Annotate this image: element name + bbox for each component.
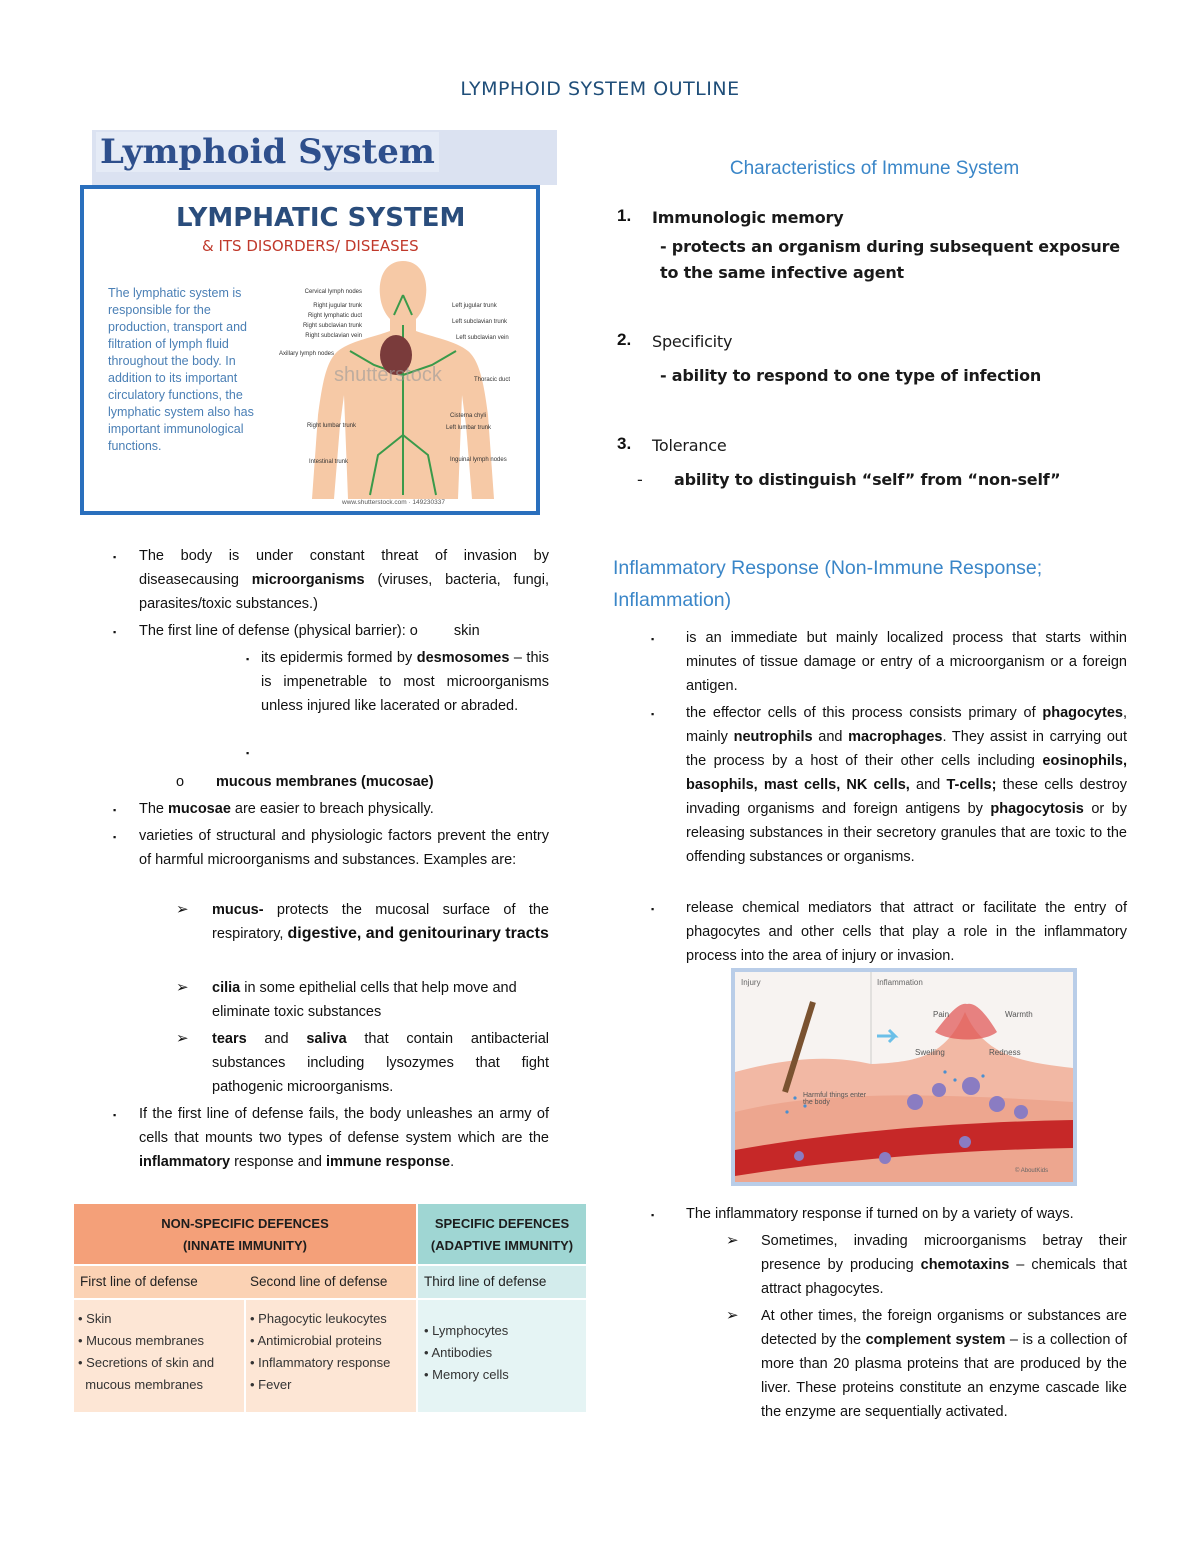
infl-bullet-mediators: release chemical mediators that attract or facilitate the entry of phagocytes and other cells that play a role in the inflammatory process into the area of injury or invasion. (686, 900, 1127, 964)
item-title-tolerance: Tolerance (652, 436, 727, 455)
infl-bullet-effector: the effector cells of this process consists primary of phagocytes, mainly neutrophils and macrophages. They assist in carrying out the process by a host of their other cells including eosinophils, basophils, mast cells, NK cells, and T-cells; these cells destroy invading organisms and foreign antigens by phagocytosis or by releasing substances in their secretory granules that are toxic to the offending substances or organisms. (686, 705, 1128, 865)
section-title: Lymphoid System (96, 132, 439, 172)
item-dash: - (637, 470, 643, 489)
item-number: 1. (617, 206, 632, 225)
label-left-lumbar-trunk: Left lumbar trunk (446, 425, 492, 431)
mucous-membranes: mucous membranes (mucosae) (216, 774, 434, 790)
bullet-marker: ▪ (651, 1210, 655, 1220)
figure-credit: www.shutterstock.com · 149230337 (342, 499, 445, 506)
bullet-marker: ▪ (246, 748, 250, 758)
first-line-cell (74, 1300, 244, 1412)
figure-heading: LYMPHATIC SYSTEM (176, 203, 466, 233)
bullet-threat: The body is under constant threat of invasion by diseasecausing microorganisms (viruses, bacteria, fungi, parasites/toxic substances.) (139, 548, 549, 612)
list-item: • Lymphocytes (424, 1323, 509, 1338)
bullet-first-line: The first line of defense (physical barrier): o skin (139, 623, 480, 639)
label-left-subclavian-trunk: Left subclavian trunk (452, 319, 508, 325)
item-desc-memory: - protects an organism during subsequent exposure to the same infective agent (660, 237, 1120, 282)
response-chemotaxins: Sometimes, invading microorganisms betray their presence by producing chemotaxins – chemicals that attract phagocytes. (761, 1233, 1127, 1297)
figure-credit: © AboutKids (1015, 1168, 1049, 1174)
example-cilia: cilia in some epithelial cells that help move and eliminate toxic substances (212, 980, 517, 1020)
inflammation-illustration (735, 972, 1073, 1182)
response-bullet: The inflammatory response if turned on by a variety of ways. (686, 1206, 1074, 1222)
watermark-text: shutterstock (334, 364, 442, 386)
bullet-marker: ▪ (113, 1110, 117, 1120)
list-item: • Memory cells (424, 1367, 509, 1382)
item-number: 3. (617, 434, 632, 453)
label-intestinal-trunk: Intestinal trunk (308, 459, 348, 465)
arrow-marker: ➢ (176, 1030, 189, 1047)
nonspecific-header-line1: NON-SPECIFIC DEFENCES (161, 1216, 329, 1231)
second-line-cell (246, 1300, 416, 1412)
arrow-marker: ➢ (726, 1232, 739, 1249)
specific-header-line2: (ADAPTIVE IMMUNITY) (430, 1238, 574, 1253)
label-left-jugular-trunk: Left jugular trunk (452, 303, 497, 309)
label-cervical-lymph-nodes: Cervical lymph nodes (304, 289, 362, 295)
arrow-marker: ➢ (176, 979, 189, 996)
label-harmful-things: Harmful things enter the body (803, 1092, 867, 1106)
label-inguinal-lymph-nodes: Inguinal lymph nodes (450, 457, 507, 463)
label-right-jugular-trunk: Right jugular trunk (313, 303, 362, 309)
label-inflammation: Inflammation (877, 978, 923, 987)
list-item: • Antimicrobial proteins (250, 1333, 382, 1348)
label-right-subclavian-trunk: Right subclavian trunk (302, 323, 362, 329)
inflammatory-title: Inflammatory Response (Non-Immune Response; Inflammation) (613, 557, 1043, 611)
label-axillary-lymph-nodes: Axillary lymph nodes (278, 351, 334, 357)
arrow-marker: ➢ (176, 901, 189, 918)
label-warmth: Warmth (1005, 1010, 1033, 1019)
list-item: • Secretions of skin and (78, 1355, 215, 1370)
label-pain: Pain (933, 1010, 950, 1019)
bullet-varieties: varieties of structural and physiologic factors prevent the entry of harmful microorganisms and substances. Examples are: (139, 828, 549, 868)
bullet-marker: ▪ (113, 832, 117, 842)
item-number: 2. (617, 330, 632, 349)
example-mucus: mucus- protects the mucosal surface of the respiratory, digestive, and genitourinary tracts (212, 902, 549, 942)
figure-subheading: & ITS DISORDERS/ DISEASES (202, 237, 419, 255)
bullet-marker: ▪ (651, 709, 655, 719)
col-second-line: Second line of defense (244, 1266, 416, 1298)
bullet-marker: ▪ (113, 627, 117, 637)
col-third-line: Third line of defense (418, 1266, 586, 1298)
item-title-memory: Immunologic memory (652, 208, 844, 227)
example-tears-saliva: tears and saliva that contain antibacterial substances including lysozymes that fight pathogenic microorganisms. (212, 1031, 550, 1095)
list-item: • Skin (78, 1311, 112, 1326)
o-marker: o (176, 774, 185, 790)
bullet-mucosae: The mucosae are easier to breach physically. (139, 801, 434, 817)
label-left-subclavian-vein: Left subclavian vein (456, 335, 509, 341)
nonspecific-header-line2: (INNATE IMMUNITY) (183, 1238, 307, 1253)
label-right-lumbar-trunk: Right lumbar trunk (306, 423, 356, 429)
label-redness: Redness (989, 1048, 1021, 1057)
bullet-marker: ▪ (651, 904, 655, 914)
lymphatic-system-figure (80, 185, 540, 515)
list-item: • Antibodies (424, 1345, 493, 1360)
arrow-marker: ➢ (726, 1307, 739, 1324)
response-complement: At other times, the foreign organisms or substances are detected by the complement system – is a collection of more than 20 plasma proteins that are produced by the liver. These proteins constitute an enzyme cascade like the enzyme are sequentially activated. (761, 1308, 1127, 1420)
bullet-marker: ▪ (651, 634, 655, 644)
bullet-first-line-fails: If the first line of defense fails, the body unleashes an army of cells that mounts two types of defense system which are the inflammatory response and immune response. (139, 1106, 549, 1170)
bullet-marker: ▪ (246, 654, 250, 664)
list-item: mucous membranes (85, 1377, 204, 1392)
label-swelling: Swelling (915, 1048, 945, 1057)
infl-bullet-immediate: is an immediate but mainly localized process that starts within minutes of tissue damage or entry of a microorganism or a foreign antigen. (686, 630, 1127, 694)
col-first-line: First line of defense (74, 1266, 244, 1298)
label-cisterna-chyli: Cisterna chyli (450, 413, 487, 419)
defences-table (74, 1204, 586, 1412)
page-title: LYMPHOID SYSTEM OUTLINE (460, 78, 740, 100)
list-item: • Mucous membranes (78, 1333, 204, 1348)
label-right-subclavian-vein: Right subclavian vein (305, 333, 362, 339)
bullet-marker: ▪ (113, 805, 117, 815)
specific-header-line1: SPECIFIC DEFENCES (434, 1216, 570, 1231)
inflammation-figure (731, 968, 1077, 1186)
item-desc-tolerance: ability to distinguish “self” from “non-self” (674, 470, 1061, 489)
third-line-cell (418, 1300, 586, 1412)
bullet-marker: ▪ (113, 552, 117, 562)
item-title-specificity: Specificity (652, 332, 733, 351)
list-item: • Phagocytic leukocytes (250, 1311, 387, 1326)
epidermis-note: its epidermis formed by desmosomes – this is impenetrable to most microorganisms unless injured like lacerated or abraded. (261, 650, 549, 714)
characteristics-title: Characteristics of Immune System (729, 158, 1020, 179)
label-right-lymphatic-duct: Right lymphatic duct (307, 313, 362, 319)
label-thoracic-duct: Thoracic duct (474, 377, 511, 383)
label-injury: Injury (741, 978, 761, 987)
item-desc-specificity: - ability to respond to one type of infection (660, 366, 1042, 385)
list-item: • Fever (250, 1377, 292, 1392)
list-item: • Inflammatory response (250, 1355, 391, 1370)
figure-description: The lymphatic system is responsible for the production, transport and filtration of lymph fluid throughout the body. In addition to its important circulatory functions, the lymphatic system also has important immunological functions. (108, 286, 254, 453)
